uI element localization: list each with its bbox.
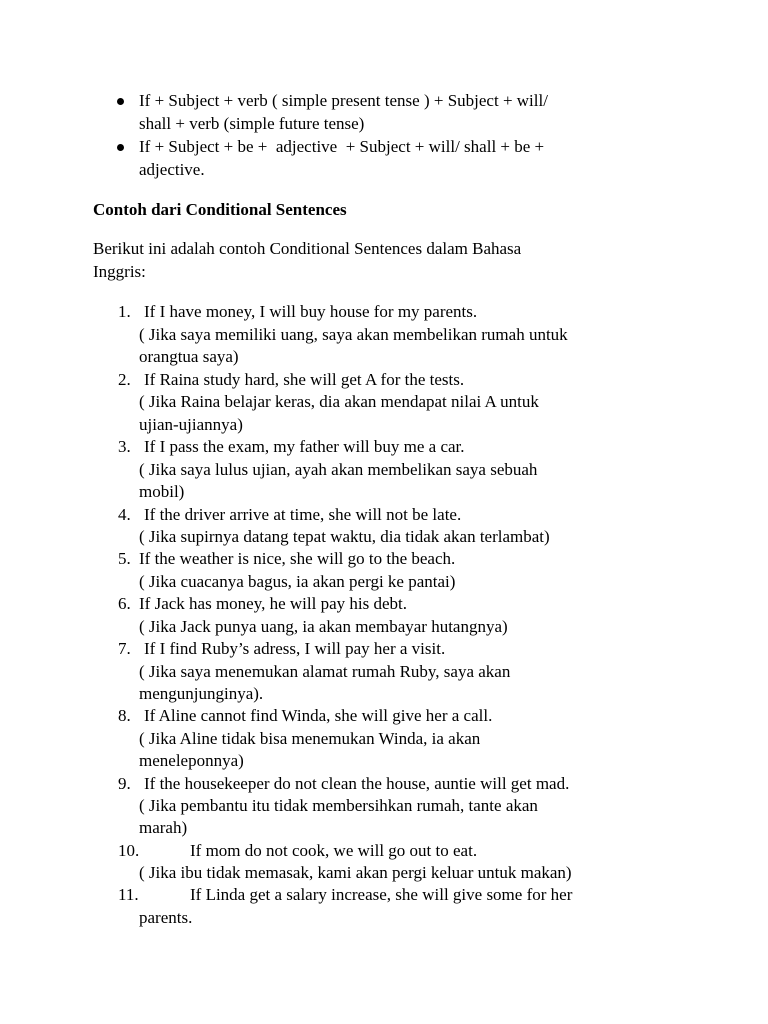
example-translation: orangtua saya) <box>139 347 239 366</box>
list-number: 8. <box>118 706 131 725</box>
list-number: 5. <box>118 549 131 568</box>
example-sentence: If Aline cannot find Winda, she will give her a call. <box>144 706 493 725</box>
example-sentence: If mom do not cook, we will go out to eat. <box>190 841 478 860</box>
example-translation: mobil) <box>139 482 185 501</box>
example-translation: ujian-ujiannya) <box>139 415 243 434</box>
bullet-text-line: If + Subject + verb ( simple present tense ) + Subject + will/ <box>139 91 548 110</box>
list-number: 1. <box>118 302 131 321</box>
example-translation: ( Jika saya menemukan alamat rumah Ruby, saya akan <box>139 662 511 681</box>
bullet-text-line: If + Subject + be + adjective + Subject + will/ shall + be + <box>139 137 545 156</box>
list-number: 2. <box>118 370 131 389</box>
example-sentence: parents. <box>139 908 193 927</box>
list-number: 10. <box>118 841 140 860</box>
example-translation: meneleponnya) <box>139 751 244 770</box>
intro-line: Inggris: <box>93 262 146 281</box>
example-sentence: If the weather is nice, she will go to the beach. <box>139 549 456 568</box>
bullet-icon <box>117 98 124 105</box>
bullet-text-line: shall + verb (simple future tense) <box>139 114 365 133</box>
example-translation: ( Jika saya memiliki uang, saya akan membelikan rumah untuk <box>139 325 568 344</box>
example-sentence: If Jack has money, he will pay his debt. <box>139 594 407 613</box>
example-translation: ( Jika Raina belajar keras, dia akan mendapat nilai A untuk <box>139 392 539 411</box>
example-sentence: If Raina study hard, she will get A for the tests. <box>144 370 465 389</box>
example-translation: mengunjunginya). <box>139 684 264 703</box>
example-translation: ( Jika Aline tidak bisa menemukan Winda, ia akan <box>139 729 481 748</box>
example-translation: ( Jika ibu tidak memasak, kami akan pergi keluar untuk makan) <box>139 863 572 882</box>
intro-line: Berikut ini adalah contoh Conditional Sentences dalam Bahasa <box>93 239 522 258</box>
list-number: 11. <box>118 885 139 904</box>
example-sentence: If the driver arrive at time, she will not be late. <box>144 505 462 524</box>
example-translation: marah) <box>139 818 188 837</box>
example-sentence: If I have money, I will buy house for my parents. <box>144 302 478 321</box>
bullet-text-line: adjective. <box>139 160 205 179</box>
list-number: 4. <box>118 505 131 524</box>
list-number: 3. <box>118 437 131 456</box>
example-translation: ( Jika cuacanya bagus, ia akan pergi ke pantai) <box>139 572 456 591</box>
list-number: 9. <box>118 774 131 793</box>
example-sentence: If the housekeeper do not clean the house, auntie will get mad. <box>144 774 570 793</box>
bullet-icon <box>117 144 124 151</box>
list-number: 6. <box>118 594 131 613</box>
example-translation: ( Jika pembantu itu tidak membersihkan rumah, tante akan <box>139 796 538 815</box>
example-sentence: If I find Ruby’s adress, I will pay her a visit. <box>144 639 446 658</box>
example-translation: ( Jika supirnya datang tepat waktu, dia tidak akan terlambat) <box>139 527 550 546</box>
section-heading: Contoh dari Conditional Sentences <box>93 200 347 219</box>
example-sentence: If I pass the exam, my father will buy me a car. <box>144 437 465 456</box>
example-translation: ( Jika Jack punya uang, ia akan membayar hutangnya) <box>139 617 508 636</box>
example-sentence: If Linda get a salary increase, she will give some for her <box>190 885 573 904</box>
example-translation: ( Jika saya lulus ujian, ayah akan membelikan saya sebuah <box>139 460 538 479</box>
list-number: 7. <box>118 639 131 658</box>
